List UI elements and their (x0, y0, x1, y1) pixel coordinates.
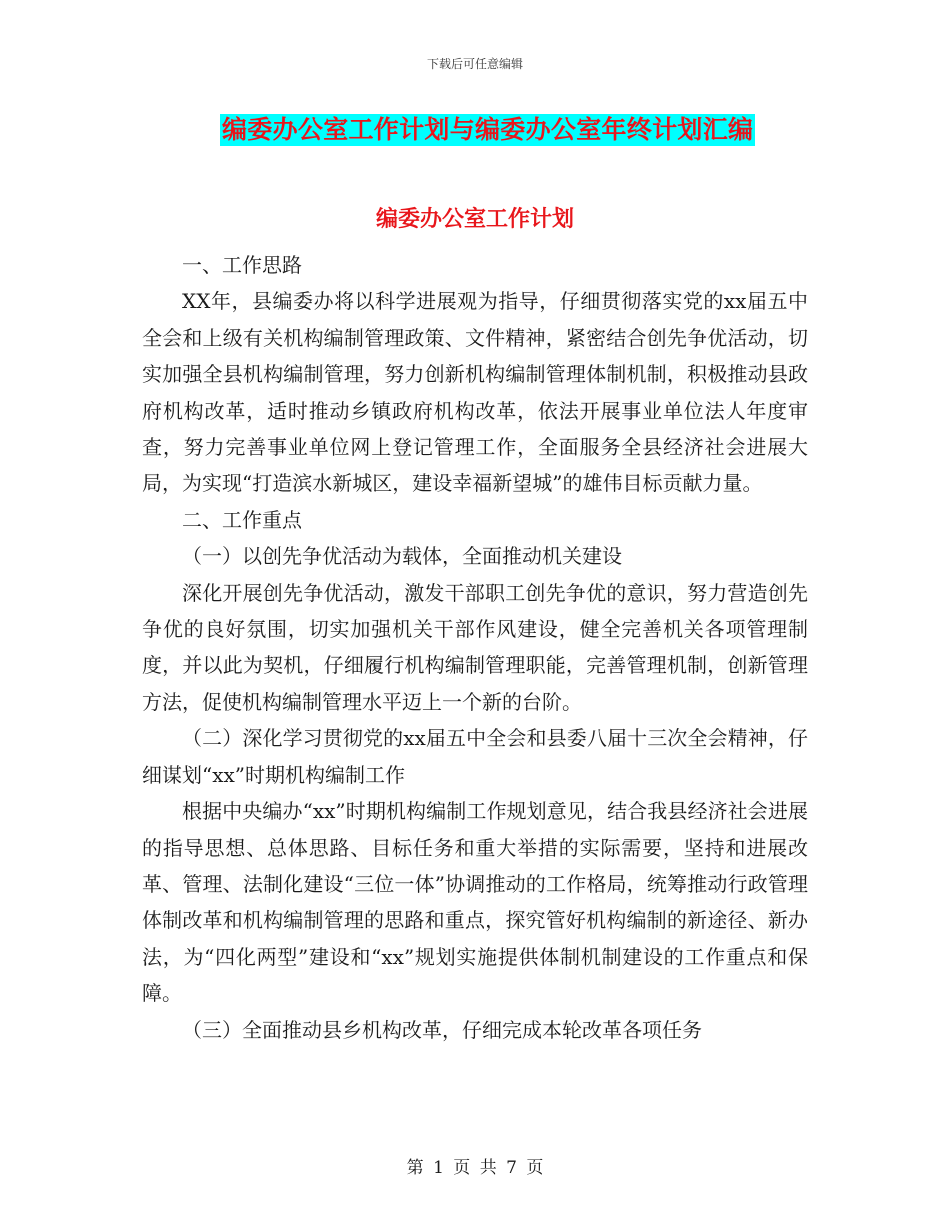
page-number: 第 1 页 共 7 页 (406, 1158, 544, 1178)
subheading-1: （一）以创先争优活动为载体，全面推动机关建设 (182, 544, 622, 569)
paragraph-2: 根据中央编办“xx”时期机构编制工作规划意见，结合我县经济社会进展的指导思想、总体思路、目标任务和重大举措的实际需要，坚持和进展改革、管理、法制化建设“三位一体”协调推动的工作格局，统筹推动行政管理体制改革和机构编制管理的思路和重点，探究管好机构编制的新途径、新办法，为“四化两型”建设和“xx”规划实施提供体制机制建设的工作重点和保障。 (142, 799, 808, 1006)
paragraph-1: 深化开展创先争优活动，激发干部职工创先争优的意识，努力营造创先争优的良好氛围，切实加强机关干部作风建设，健全完善机关各项管理制度，并以此为契机，仔细履行机构编制管理职能，完善管理机制，创新管理方法，促使机构编制管理水平迈上一个新的台阶。 (142, 580, 808, 714)
section-title: 编委办公室工作计划 (375, 206, 574, 232)
subheading-3: （三）全面推动县乡机构改革，仔细完成本轮改革各项任务 (182, 1017, 702, 1042)
body-text (142, 247, 808, 1048)
main-title: 编委办公室工作计划与编委办公室年终计划汇编 (222, 115, 754, 144)
heading-work-ideas: 一、工作思路 (182, 253, 302, 277)
heading-work-focus: 二、工作重点 (182, 507, 302, 532)
paragraph-work-ideas: XX年，县编委办将以科学进展观为指导，仔细贯彻落实党的xx届五中全会和上级有关机构编制管理政策、文件精神，紧密结合创先争优活动，切实加强全县机构编制管理，努力创新机构编制管理体制机制，积极推动县政府机构改革，适时推动乡镇政府机构改革，依法开展事业单位法人年度审查，努力完善事业单位网上登记管理工作，全面服务全县经济社会进展大局，为实现“打造滨水新城区，建设幸福新望城”的雄伟目标贡献力量。 (142, 289, 808, 496)
subheading-2: （二）深化学习贯彻党的xx届五中全会和县委八届十三次全会精神，仔细谋划“xx”时期机构编制工作 (142, 726, 808, 787)
header-note: 下载后可任意编辑 (426, 57, 523, 71)
